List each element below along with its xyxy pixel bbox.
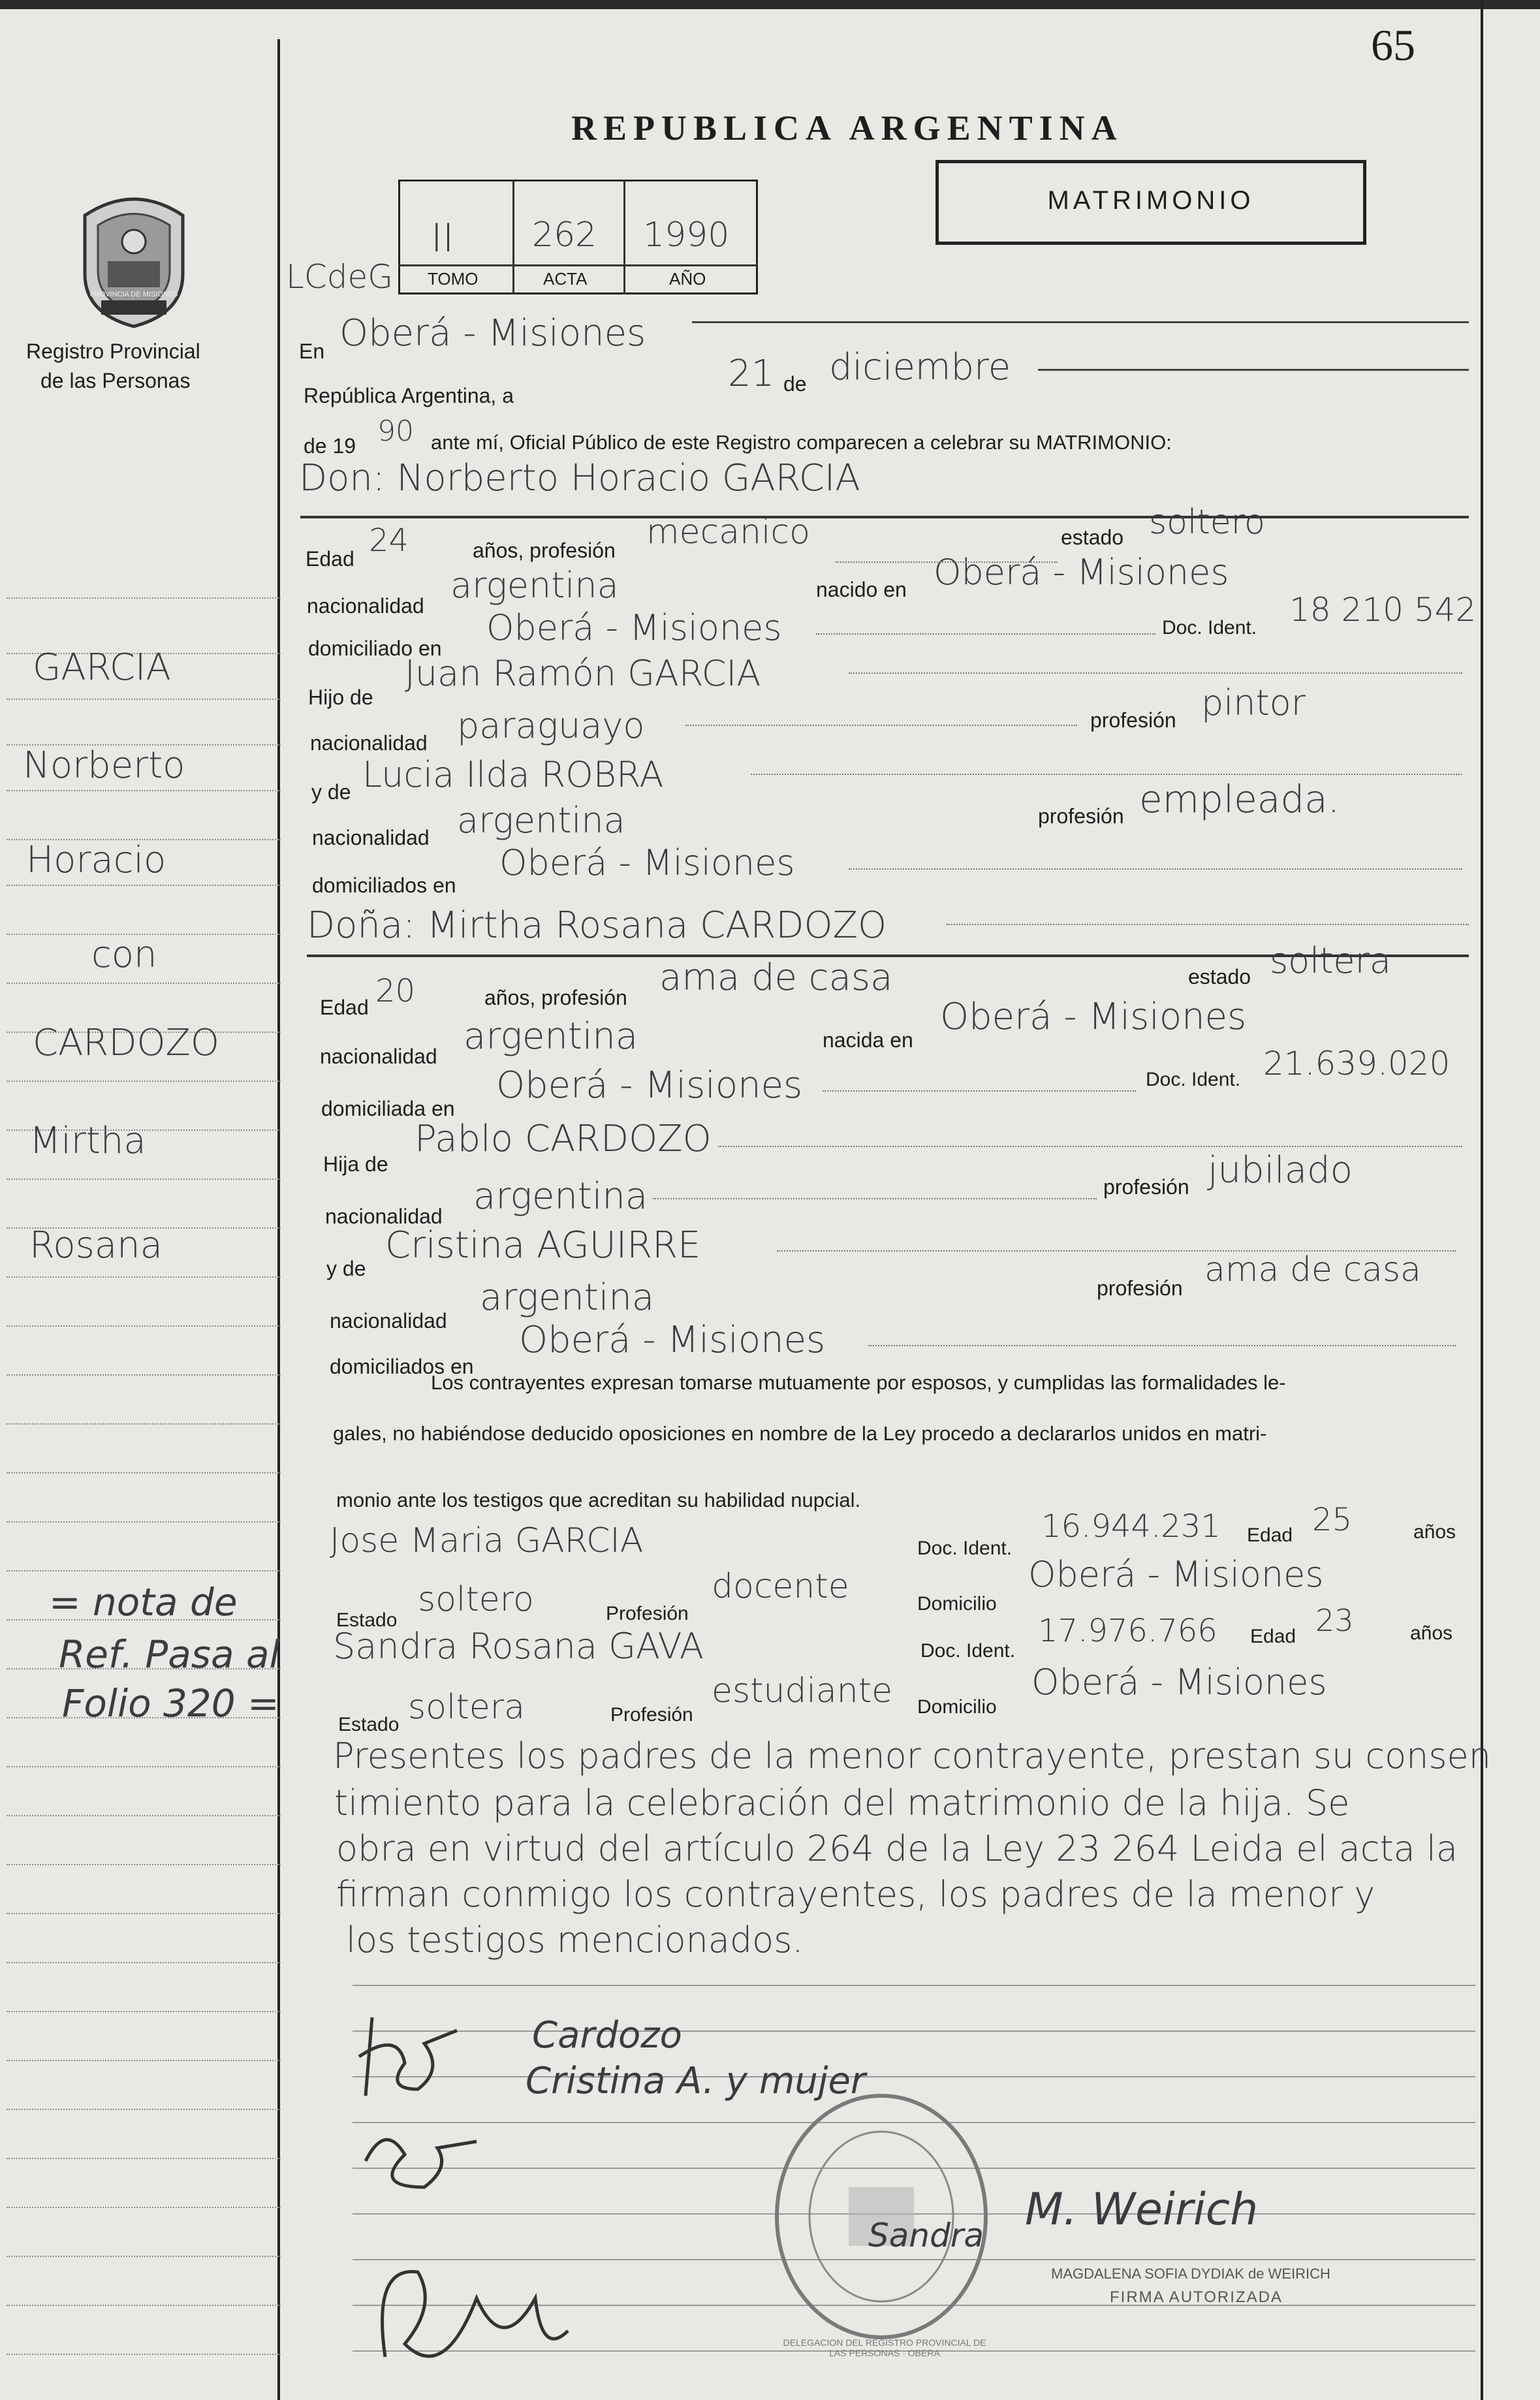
witness1-profession: docente [712, 1567, 849, 1606]
dotted-fill-line [777, 1250, 1456, 1252]
margin-index-con: con [91, 934, 157, 976]
signature-1: Cardozo [532, 2014, 682, 2057]
witness1-edad-label: Edad [1247, 1524, 1293, 1546]
groom-dom-label: domiciliado en [308, 637, 442, 660]
witness2-doc: 17.976.766 [1038, 1613, 1218, 1649]
bride-mother-nat: argentina [480, 1276, 655, 1319]
bride-mother-nat-label: nacionalidad [330, 1309, 447, 1333]
republic-label: República Argentina, a [304, 384, 514, 407]
groom-yde-label: y de [311, 780, 351, 804]
dotted-fill-line [849, 672, 1462, 674]
bride-mother-prof: ama de casa [1204, 1250, 1421, 1289]
witness1-anos-label: años [1413, 1521, 1456, 1543]
groom-mother-nat: argentina [457, 800, 625, 841]
groom-edad-label: Edad [306, 547, 354, 571]
margin-dotted-line [7, 1766, 281, 1767]
tomo-value: II [431, 215, 454, 261]
bride-age: 20 [375, 973, 416, 1009]
note-line-5: los testigos mencionados. [346, 1919, 804, 1961]
dotted-fill-line [751, 774, 1462, 775]
witness2-anos-label: años [1410, 1622, 1453, 1644]
groom-father-nat: paraguayo [457, 705, 645, 746]
tomo-label: TOMO [428, 269, 479, 289]
groom-nacido-label: nacido en [816, 578, 907, 601]
signature-3: Sandra [868, 2217, 984, 2254]
bride-father-prof: jubilado [1208, 1149, 1353, 1192]
bride-father-nat-label: nacionalidad [325, 1205, 443, 1228]
note-line-1: Presentes los padres de la menor contrayente, prestan su consen [333, 1735, 1491, 1776]
margin-dotted-line [7, 885, 281, 886]
dotted-fill-line [823, 1090, 1136, 1092]
act-month: diciembre [829, 346, 1011, 388]
ano-value: 1990 [643, 215, 730, 255]
groom-name: Don: Norberto Horacio GARCIA [299, 457, 860, 499]
margin-dotted-line [7, 1276, 281, 1278]
dotted-fill-line [685, 725, 1077, 726]
witness1-prof-label: Profesión [606, 1603, 689, 1624]
right-border-line [1481, 0, 1483, 2400]
margin-divider-line [277, 39, 280, 2400]
bride-estado-label: estado [1188, 965, 1251, 988]
witness2-doc-label: Doc. Ident. [920, 1640, 1016, 1662]
margin-dotted-line [7, 1325, 281, 1327]
book-prefix: LCdeG [286, 258, 394, 296]
margin-dotted-line [7, 1864, 281, 1865]
witness1-doc-label: Doc. Ident. [917, 1538, 1013, 1559]
margin-dotted-line [7, 2011, 281, 2012]
declaration-line2: gales, no habiéndose deducido oposiciones en nombre de la Ley procedo a declararlos unidos en matri- [333, 1422, 1267, 1445]
margin-dotted-line [7, 1423, 281, 1425]
groom-age: 24 [369, 522, 409, 559]
margin-dotted-line [7, 2354, 281, 2355]
groom-estado: soltero [1149, 503, 1265, 542]
act-year-suffix: 90 [377, 415, 414, 448]
margin-dotted-line [7, 1472, 281, 1474]
bride-nationality: argentina [464, 1015, 638, 1058]
bride-father: Pablo CARDOZO [415, 1118, 712, 1160]
rule [692, 321, 1469, 323]
witness1-dom-label: Domicilio [917, 1593, 997, 1615]
bride-parents-dom: Oberá - Misiones [519, 1319, 826, 1361]
groom-mother: Lucia Ilda ROBRA [362, 754, 664, 795]
margin-dotted-line [7, 1374, 281, 1376]
acta-value: 262 [532, 215, 597, 255]
act-type-label: MATRIMONIO [1047, 186, 1255, 215]
margin-index-name2: Horacio [26, 839, 166, 881]
official-stamp-line2: FIRMA AUTORIZADA [1110, 2288, 1283, 2306]
witness1-domicile: Oberá - Misiones [1028, 1554, 1324, 1595]
witness2-prof-label: Profesión [610, 1704, 693, 1726]
groom-father-prof-label: profesión [1090, 708, 1176, 732]
margin-note-line2: Ref. Pasa al [59, 1632, 280, 1677]
groom-parents-dom: Oberá - Misiones [499, 842, 795, 883]
witness1-estado: soltero [418, 1580, 534, 1619]
groom-birthplace: Oberá - Misiones [934, 552, 1229, 593]
groom-nat-label: nacionalidad [307, 594, 424, 618]
official-signature: M. Weirich [1025, 2184, 1259, 2235]
note-line-2: timiento para la celebración del matrimonio de la hija. Se [334, 1782, 1350, 1824]
dotted-fill-line [653, 1198, 1097, 1199]
bride-parents-dom-label: domiciliados en [330, 1355, 474, 1378]
bride-mother-prof-label: profesión [1097, 1276, 1183, 1300]
registry-seal-label: PROVINCIA DE MISIONES [89, 291, 178, 298]
groom-mother-prof-label: profesión [1038, 804, 1124, 828]
margin-dotted-line [7, 1178, 281, 1180]
official-stamp-line1: MAGDALENA SOFIA DYDIAK de WEIRICH [1051, 2266, 1330, 2282]
acta-label: ACTA [543, 269, 588, 289]
margin-dotted-line [7, 1913, 281, 1914]
declaration-line1: Los contrayentes expresan tomarse mutuamente por esposos, y cumplidas las formalidades le- [431, 1371, 1286, 1394]
margin-dotted-line [7, 1962, 281, 1963]
bride-mother: Cristina AGUIRRE [385, 1224, 701, 1267]
intro-statement: ante mí, Oficial Público de este Registro comparecen a celebrar su MATRIMONIO: [431, 431, 1172, 454]
bride-estado: soltera [1270, 940, 1391, 981]
bride-birthplace: Oberá - Misiones [940, 996, 1247, 1038]
en-label: En [299, 339, 325, 363]
province-coat-of-arms-icon [72, 189, 196, 333]
margin-dotted-line [7, 1570, 281, 1571]
ano-label: AÑO [669, 269, 706, 289]
groom-profession: mecanico [646, 513, 810, 552]
margin-dotted-line [7, 2158, 281, 2159]
witness2-name: Sandra Rosana GAVA [333, 1626, 704, 1667]
witness2-estado-label: Estado [338, 1714, 400, 1735]
bride-father-nat: argentina [473, 1175, 648, 1218]
act-ref-baseline [398, 264, 757, 266]
rule [300, 516, 1469, 518]
margin-note-line3: Folio 320 = [62, 1681, 279, 1726]
witness1-age: 25 [1312, 1502, 1353, 1538]
signature-2: Cristina A. y mujer [526, 2060, 866, 2102]
groom-nationality: argentina [450, 565, 619, 606]
rule [1038, 369, 1469, 371]
act-day: 21 [728, 353, 775, 395]
witness1-doc: 16.944.231 [1041, 1508, 1221, 1545]
page-top-edge [0, 0, 1540, 9]
dotted-fill-line [947, 924, 1469, 925]
page-number: 65 [1371, 20, 1415, 70]
margin-dotted-line [7, 2305, 281, 2306]
dotted-fill-line [849, 868, 1462, 870]
margin-dotted-line [7, 699, 281, 700]
groom-domicile: Oberá - Misiones [486, 607, 782, 648]
witness1-name: Jose Maria GARCIA [330, 1521, 644, 1560]
bride-father-prof-label: profesión [1103, 1175, 1189, 1199]
groom-doc: 18 210 542 [1289, 591, 1477, 629]
witness2-age: 23 [1315, 1603, 1354, 1638]
witness2-profession: estudiante [712, 1671, 893, 1711]
note-line-3: obra en virtud del artículo 264 de la Ley 23 264 Leida el acta la [336, 1828, 1458, 1869]
witness2-dom-label: Domicilio [917, 1696, 997, 1718]
day-de-label: de [783, 372, 807, 396]
bride-edad-label: Edad [320, 996, 369, 1019]
margin-dotted-line [7, 1521, 281, 1523]
margin-index-surname2: CARDOZO [33, 1022, 219, 1064]
witness2-edad-label: Edad [1250, 1626, 1296, 1647]
act-ref-divider-1 [512, 180, 514, 294]
groom-hijo-label: Hijo de [308, 686, 373, 709]
margin-dotted-line [7, 2109, 281, 2110]
dotted-fill-line [868, 1345, 1456, 1346]
witness2-domicile: Oberá - Misiones [1031, 1662, 1327, 1703]
bride-doc-label: Doc. Ident. [1146, 1069, 1241, 1090]
margin-dotted-line [7, 2060, 281, 2061]
margin-dotted-line [7, 597, 281, 599]
bride-doc: 21.639.020 [1263, 1045, 1451, 1082]
margin-note-line1: = nota de [49, 1580, 238, 1624]
bride-anos-prof-label: años, profesión [484, 986, 627, 1009]
bride-domicile: Oberá - Misiones [496, 1064, 803, 1107]
bride-nat-label: nacionalidad [320, 1045, 437, 1068]
margin-index-name4: Rosana [29, 1224, 163, 1267]
note-line-4: firman conmigo los contrayentes, los padres de la menor y [336, 1874, 1375, 1915]
groom-father-prof: pintor [1201, 682, 1306, 723]
groom-estado-label: estado [1061, 526, 1124, 549]
groom-father-nat-label: nacionalidad [310, 731, 428, 755]
bride-profession: ama de casa [659, 956, 893, 999]
margin-index-name3: Mirtha [29, 1120, 146, 1162]
country-heading: REPUBLICA ARGENTINA [571, 108, 1124, 148]
registry-name-line2: de las Personas [40, 369, 191, 392]
margin-dotted-line [7, 983, 281, 984]
margin-dotted-line [7, 2207, 281, 2208]
seal-text: DELEGACION DEL REGISTRO PROVINCIAL DE LAS PERSONAS · OBERA [783, 2337, 986, 2358]
groom-mother-prof: empleada. [1139, 777, 1340, 821]
witness2-estado: soltera [408, 1688, 525, 1727]
dotted-fill-line [836, 561, 1058, 563]
groom-parents-dom-label: domiciliados en [312, 874, 456, 897]
bride-hija-label: Hija de [323, 1152, 388, 1176]
dotted-fill-line [816, 633, 1155, 635]
bride-dom-label: domiciliada en [321, 1097, 455, 1120]
dotted-fill-line [718, 1146, 1462, 1147]
margin-dotted-line [7, 1081, 281, 1082]
bride-nacida-label: nacida en [823, 1028, 913, 1052]
groom-anos-prof-label: años, profesión [473, 539, 616, 562]
act-ref-divider-2 [623, 180, 625, 294]
groom-father: Juan Ramón GARCIA [405, 653, 761, 694]
groom-doc-label: Doc. Ident. [1162, 617, 1257, 639]
registry-name-line1: Registro Provincial [26, 339, 200, 363]
bride-name: Doña: Mirtha Rosana CARDOZO [307, 904, 887, 947]
margin-dotted-line [7, 1815, 281, 1816]
groom-mother-nat-label: nacionalidad [312, 826, 430, 849]
margin-index-surname: GARCIA [33, 646, 171, 689]
witness1-estado-label: Estado [336, 1609, 398, 1631]
margin-dotted-line [7, 790, 281, 791]
declaration-line3: monio ante los testigos que acreditan su habilidad nupcial. [336, 1489, 861, 1511]
margin-index-name1: Norberto [23, 744, 185, 787]
act-place: Oberá - Misiones [339, 312, 646, 355]
signature-rule [353, 1985, 1475, 1986]
bride-yde-label: y de [326, 1257, 366, 1280]
margin-dotted-line [7, 2256, 281, 2257]
year-prefix: de 19 [304, 434, 356, 458]
